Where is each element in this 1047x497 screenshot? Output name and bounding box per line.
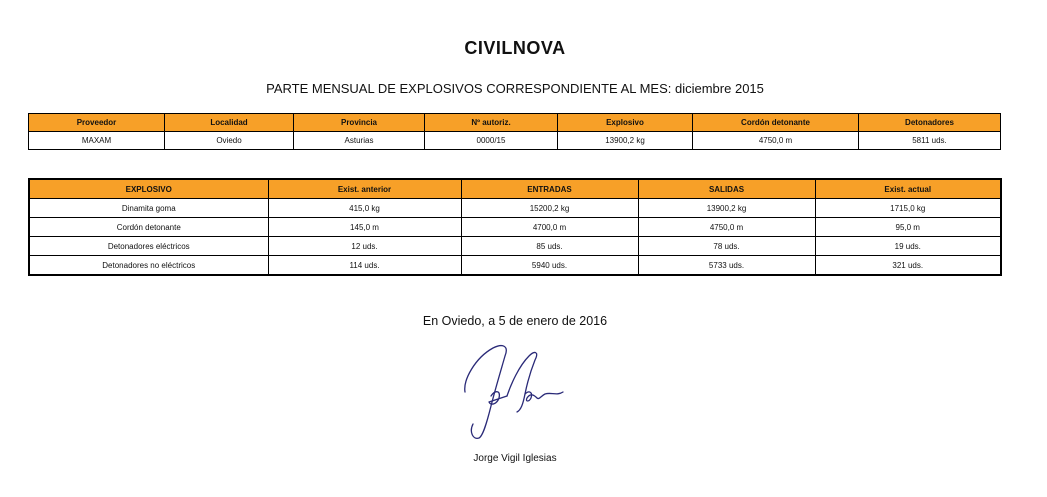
cell-exist-anterior: 12 uds. (268, 237, 461, 256)
header-exist-actual: Exist. actual (815, 179, 1001, 199)
signer-name: Jorge Vigil Iglesias (473, 453, 557, 464)
company-title: CIVILNOVA (464, 38, 566, 58)
cell-autorizacion: 0000/15 (425, 132, 558, 150)
header-explosivo: Explosivo (558, 114, 693, 132)
supplier-table (28, 113, 1001, 150)
header-provincia: Provincia (294, 114, 425, 132)
stock-header-row (29, 179, 1001, 199)
cell-cordon: 4750,0 m (693, 132, 859, 150)
header-entradas: ENTRADAS (461, 179, 638, 199)
header-proveedor: Proveedor (29, 114, 165, 132)
header-localidad: Localidad (165, 114, 294, 132)
cell-explosivo-tipo: Dinamita goma (29, 199, 268, 218)
header-salidas: SALIDAS (638, 179, 815, 199)
cell-exist-actual: 1715,0 kg (815, 199, 1001, 218)
cell-entradas: 5940 uds. (461, 256, 638, 276)
cell-explosivo-tipo: Detonadores eléctricos (29, 237, 268, 256)
cell-explosivo-tipo: Cordón detonante (29, 218, 268, 237)
table-row (29, 199, 1001, 218)
cell-entradas: 15200,2 kg (461, 199, 638, 218)
cell-detonadores: 5811 uds. (859, 132, 1001, 150)
stock-table (28, 178, 1002, 276)
cell-exist-actual: 321 uds. (815, 256, 1001, 276)
cell-exist-anterior: 114 uds. (268, 256, 461, 276)
cell-exist-anterior: 145,0 m (268, 218, 461, 237)
header-autorizacion: Nº autoriz. (425, 114, 558, 132)
table-row (29, 256, 1001, 276)
cell-entradas: 4700,0 m (461, 218, 638, 237)
signature-image (455, 340, 575, 445)
report-title: PARTE MENSUAL DE EXPLOSIVOS CORRESPONDIENTE AL MES: diciembre 2015 (266, 81, 764, 96)
cell-exist-actual: 95,0 m (815, 218, 1001, 237)
cell-explosivo-tipo: Detonadores no eléctricos (29, 256, 268, 276)
cell-exist-actual: 19 uds. (815, 237, 1001, 256)
place-date: En Oviedo, a 5 de enero de 2016 (422, 314, 608, 328)
header-exist-anterior: Exist. anterior (268, 179, 461, 199)
header-explosivo-tipo: EXPLOSIVO (29, 179, 268, 199)
table-row (29, 218, 1001, 237)
cell-salidas: 13900,2 kg (638, 199, 815, 218)
cell-explosivo: 13900,2 kg (558, 132, 693, 150)
cell-provincia: Asturias (294, 132, 425, 150)
supplier-header-row (29, 114, 1001, 132)
cell-exist-anterior: 415,0 kg (268, 199, 461, 218)
cell-salidas: 78 uds. (638, 237, 815, 256)
cell-salidas: 5733 uds. (638, 256, 815, 276)
cell-entradas: 85 uds. (461, 237, 638, 256)
header-cordon: Cordón detonante (693, 114, 859, 132)
cell-localidad: Oviedo (165, 132, 294, 150)
cell-salidas: 4750,0 m (638, 218, 815, 237)
table-row (29, 237, 1001, 256)
cell-proveedor: MAXAM (29, 132, 165, 150)
table-row (29, 132, 1001, 150)
header-detonadores: Detonadores (859, 114, 1001, 132)
